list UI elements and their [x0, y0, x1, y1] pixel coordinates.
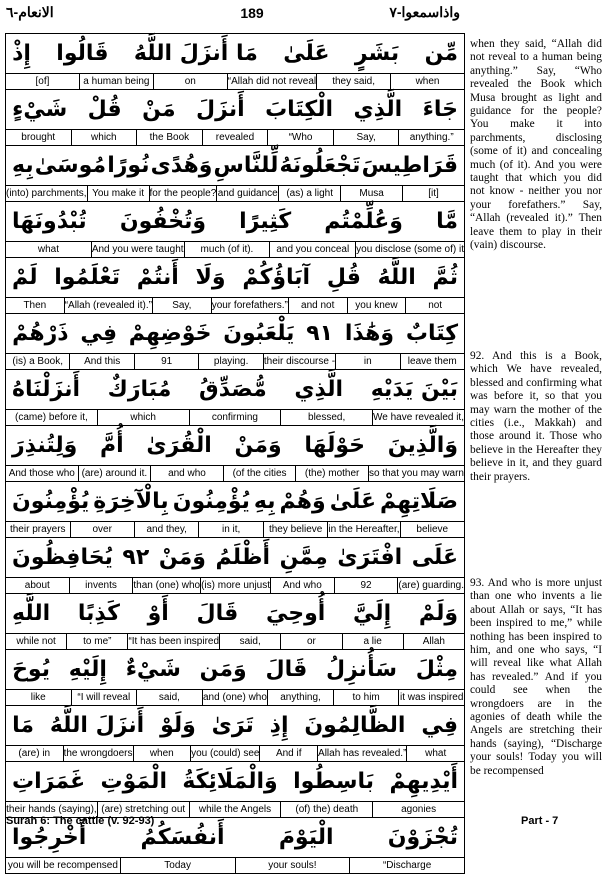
english-gloss-cell: much (of it).	[184, 242, 270, 257]
english-gloss-cell: to him	[333, 690, 399, 705]
arabic-word: أَيْدِيهِمْ	[389, 769, 458, 794]
english-gloss-cell: they believe	[263, 522, 327, 537]
page-header-surah: الانعام-٦	[6, 4, 54, 20]
translation-paragraph-3: 93. And who is more unjust than one who invents a lie about Allah or says, “It has been inspired to me,” while nothing has been inspired to him, and one who says, “I will reveal like what Allah has revealed.” And if you could see when the wrongdoers are in the agonies of death while the Angels are stretching their hands (saying), “Discharge your souls! Today you will be recompensed	[470, 577, 602, 777]
verse-line	[5, 537, 465, 594]
english-gloss-cell: “Who	[267, 130, 333, 145]
arabic-text-line	[6, 762, 464, 801]
arabic-word: مِّن	[424, 41, 458, 66]
arabic-word: فِي	[421, 713, 458, 738]
verse-line	[5, 201, 465, 258]
arabic-word: وَهَٰذَا	[344, 321, 395, 346]
english-gloss-cell: Then	[23, 300, 47, 311]
english-gloss-cell: And you were taught	[91, 244, 184, 255]
english-gloss-cell: and not	[288, 298, 347, 313]
english-gloss-cell: what	[406, 746, 464, 761]
english-gloss-cell: said,	[136, 690, 202, 705]
english-gloss-cell: 91	[134, 354, 198, 369]
english-gloss-cell: confirming	[189, 410, 281, 425]
english-gloss-cell: and (one) who	[203, 692, 267, 703]
arabic-word: عَلَىٰ	[329, 489, 376, 514]
english-gloss-cell: (of the cities	[223, 466, 296, 481]
english-gloss-cell: You make it	[87, 186, 149, 201]
english-gloss-cell: in it,	[198, 522, 262, 537]
english-gloss-cell: said,	[219, 634, 280, 649]
english-gloss-cell: Musa	[340, 186, 402, 201]
english-gloss-cell: a lie	[342, 634, 403, 649]
arabic-word: عَلَىٰ	[283, 41, 330, 66]
verse-line	[5, 425, 465, 482]
english-gloss-row	[6, 185, 464, 201]
arabic-word: أَوْ	[147, 601, 169, 626]
arabic-word: وَمَن	[199, 657, 247, 682]
arabic-word: كَثِيرًا	[239, 209, 292, 234]
arabic-word: مَنْ	[142, 97, 176, 122]
arabic-text-line	[6, 314, 464, 353]
verse-line	[5, 145, 465, 202]
english-gloss-cell: (are) in	[18, 748, 51, 759]
english-gloss-cell: over	[70, 522, 134, 537]
english-gloss-cell: not	[405, 298, 464, 313]
english-gloss-cell: “I will reveal	[71, 690, 137, 705]
english-gloss-cell: revealed	[202, 130, 268, 145]
arabic-word: وَتُخْفُونَ	[119, 209, 207, 234]
arabic-word: لِّلنَّاسِ	[213, 153, 279, 178]
arabic-word: إِذْ	[12, 41, 31, 66]
verse-line	[5, 649, 465, 706]
english-gloss-cell: believe	[400, 522, 464, 537]
arabic-word: فِي	[80, 321, 117, 346]
english-gloss-cell: (as) a light	[278, 186, 340, 201]
english-gloss-cell: And if	[259, 746, 317, 761]
arabic-word: أَنزَلْنَاهُ	[12, 377, 81, 402]
english-gloss-cell: (is) a Book,	[12, 356, 63, 367]
arabic-word: وَلَا	[195, 265, 226, 290]
arabic-word: يُحَافِظُونَ	[12, 545, 113, 570]
verse-line	[5, 705, 465, 762]
arabic-word: الْمَوْتِ	[100, 769, 167, 794]
arabic-text-line	[6, 146, 464, 185]
english-gloss-cell: about	[24, 580, 50, 591]
arabic-word: اللَّهِ	[12, 601, 51, 626]
arabic-word: لَمْ	[12, 265, 38, 290]
english-gloss-cell: on	[153, 74, 227, 89]
arabic-word: بَيْنَ يَدَيْهِ	[370, 377, 458, 402]
arabic-word: صَلَاتِهِمْ	[380, 489, 458, 514]
arabic-word: مَا أَنزَلَ اللَّهُ	[133, 41, 258, 66]
footer-part-label: Part - 7	[521, 815, 559, 827]
arabic-text-line	[6, 90, 464, 129]
arabic-word: مِمَّنِ	[279, 545, 328, 570]
arabic-word: افْتَرَىٰ	[337, 545, 403, 570]
arabic-word: تُجْزَوْنَ	[387, 825, 458, 850]
arabic-word: أَنتُمْ	[136, 265, 179, 290]
arabic-word: وَلَوْ	[160, 713, 196, 738]
english-gloss-cell: like	[30, 692, 46, 703]
arabic-word: الْكِتَابَ	[265, 97, 334, 122]
arabic-text-line	[6, 34, 464, 73]
arabic-word: مُوسَىٰ	[34, 153, 107, 178]
verse-line	[5, 761, 465, 818]
english-gloss-cell: playing.	[198, 354, 262, 369]
english-gloss-cell: in	[335, 354, 399, 369]
english-gloss-cell: you disclose (some of) it	[356, 244, 464, 255]
translation-paragraph-2: 92. And this is a Book, which We have revealed, blessed and confirming what was before it, so that you may warn the mother of the cities (i.e., Makkah) and those around it. Those who believe in the Hereafter they believe in it, and they guard their prayers.	[470, 350, 602, 483]
english-gloss-cell: anything,	[267, 690, 333, 705]
english-gloss-cell: [it]	[402, 186, 464, 201]
verse-line	[5, 33, 465, 90]
arabic-word: شَيْءٌ	[125, 657, 181, 682]
arabic-word: مِثْلَ	[415, 657, 458, 682]
english-gloss-cell: in the Hereafter,	[328, 524, 400, 535]
verse-line	[5, 593, 465, 650]
english-gloss-cell: you (could) see	[191, 748, 260, 759]
verse-line	[5, 313, 465, 370]
arabic-word: الْقُرَىٰ	[146, 433, 212, 458]
english-gloss-cell: while not	[16, 636, 56, 647]
arabic-text-line	[6, 202, 464, 241]
arabic-word: مُبَارَكٌ	[107, 377, 172, 402]
arabic-word: كِتَابٌ	[405, 321, 458, 346]
english-gloss-row	[6, 241, 464, 257]
english-gloss-cell: when	[390, 74, 464, 89]
arabic-text-line	[6, 650, 464, 689]
english-gloss-cell: it was inspired	[400, 692, 464, 703]
english-gloss-cell: and who	[150, 466, 223, 481]
arabic-word: الَّذِي	[294, 377, 344, 402]
english-gloss-cell: 92	[334, 578, 398, 593]
english-gloss-row	[6, 409, 464, 425]
arabic-word: قَرَاطِيسَ	[361, 153, 458, 178]
english-gloss-cell: brought	[21, 132, 56, 143]
arabic-word: وَلِتُنذِرَ	[12, 433, 78, 458]
arabic-word: وَعُلِّمْتُم	[324, 209, 403, 234]
english-gloss-cell: which	[97, 410, 189, 425]
arabic-word: أَنفُسَكُمُ	[140, 825, 225, 850]
arabic-word: بِهِ	[12, 153, 34, 178]
arabic-word: تُبْدُونَهَا	[12, 209, 87, 234]
english-gloss-cell: “It has been inspired	[128, 636, 220, 647]
arabic-word: يُؤْمِنُونَ	[12, 489, 90, 514]
arabic-word: قُلِ	[326, 265, 361, 290]
arabic-word: يَلْعَبُونَ	[223, 321, 295, 346]
english-gloss-cell: And who	[270, 578, 334, 593]
english-gloss-row	[6, 73, 464, 89]
arabic-word: الظَّالِمُونَ	[304, 713, 406, 738]
english-gloss-cell: Say,	[152, 298, 211, 313]
arabic-text-line	[6, 482, 464, 521]
english-gloss-cell: than (one) who	[133, 580, 201, 591]
arabic-word: وَهُدًى	[150, 153, 213, 178]
english-gloss-cell: leave them	[400, 354, 464, 369]
english-gloss-cell: you will be recompensed	[7, 860, 118, 871]
english-gloss-cell: when	[133, 746, 191, 761]
english-gloss-cell: the Book	[136, 130, 202, 145]
english-gloss-cell: (are) guarding.	[398, 580, 464, 591]
english-gloss-row	[6, 633, 464, 649]
english-gloss-cell: Allah	[403, 634, 464, 649]
arabic-word: تَرَىٰ	[211, 713, 254, 738]
verse-line	[5, 89, 465, 146]
arabic-word: أَظْلَمُ	[215, 545, 271, 570]
english-gloss-row	[6, 689, 464, 705]
arabic-word: عَلَى	[411, 545, 458, 570]
arabic-word: أَنزَلَ	[196, 97, 245, 122]
arabic-word: ٩١	[306, 321, 334, 346]
arabic-word: يُؤْمِنُونَ	[172, 489, 250, 514]
arabic-text-line	[6, 538, 464, 577]
arabic-word: مُّصَدِّقُ	[199, 377, 267, 402]
english-gloss-cell: so that you may warn	[368, 468, 464, 479]
arabic-word: تَجْعَلُونَهُ	[279, 153, 361, 178]
arabic-word: نُورًا	[107, 153, 150, 178]
arabic-word: قَالُوا	[56, 41, 109, 66]
english-gloss-cell: Today	[120, 858, 235, 873]
verse-line	[5, 369, 465, 426]
english-gloss-cell: what	[37, 244, 59, 255]
english-gloss-cell: And those who	[8, 468, 75, 479]
arabic-text-line	[6, 370, 464, 409]
arabic-word: غَمَرَاتِ	[12, 769, 86, 794]
english-gloss-cell: “Discharge	[349, 858, 464, 873]
arabic-word: إِلَيْهِ	[68, 657, 107, 682]
arabic-word: ٩٢	[122, 545, 150, 570]
arabic-word: وَلَمْ	[418, 601, 458, 626]
english-gloss-cell: you knew	[347, 298, 406, 313]
arabic-word: أُمَّ	[99, 433, 124, 458]
arabic-word: مَا	[12, 713, 34, 738]
english-gloss-row	[6, 129, 464, 145]
english-gloss-cell: for the people?	[149, 188, 217, 199]
arabic-word: بَشَرٍ	[354, 41, 400, 66]
page-header-juz: واذاسمعوا-٧	[389, 4, 460, 20]
english-gloss-cell: and you conceal	[269, 242, 355, 257]
english-gloss-cell: or	[280, 634, 341, 649]
english-gloss-cell: (of) the) death	[280, 802, 372, 817]
arabic-word: الَّذِي	[353, 97, 403, 122]
arabic-word: بَاسِطُوا	[293, 769, 375, 794]
english-gloss-cell: “Allah did not reveal	[227, 76, 317, 87]
verse-line	[5, 481, 465, 538]
english-gloss-cell: their hands (saying),	[6, 804, 97, 815]
arabic-word: ثُمَّ	[432, 265, 458, 290]
english-gloss-cell: (are) stretching out	[97, 802, 189, 817]
arabic-word: قَالَ	[265, 657, 308, 682]
arabic-word: قَالَ	[196, 601, 239, 626]
english-gloss-cell: (are) around it.	[78, 466, 151, 481]
english-gloss-row	[6, 857, 464, 873]
english-gloss-cell: a human being	[79, 74, 153, 89]
english-gloss-cell: which	[71, 130, 137, 145]
english-gloss-row	[6, 353, 464, 369]
arabic-text-line	[6, 258, 464, 297]
english-gloss-cell: and they,	[134, 522, 198, 537]
english-gloss-cell: while the Angels	[189, 802, 281, 817]
english-gloss-cell: (came) before it,	[14, 412, 88, 423]
english-gloss-row	[6, 465, 464, 481]
translation-paragraph-1: when they said, “Allah did not reveal to a human being anything.” Say, “Who revealed the Book which Musa brought as light and guidance for the people? You make it into parchments, disclosing (some of it) and concealing much (of it). And you were taught that which you did not know - neither you nor your forefathers.” Say, “Allah (revealed it).” Then leave them to play in their (vain) discourse.	[470, 38, 602, 252]
english-gloss-row	[6, 297, 464, 313]
arabic-word: بِالْآخِرَةِ	[93, 489, 169, 514]
arabic-word: إِذِ	[269, 713, 289, 738]
english-gloss-cell: your forefathers.”	[211, 300, 288, 311]
page-number: 189	[240, 5, 264, 21]
english-gloss-cell: to me”	[66, 634, 127, 649]
english-gloss-cell: (is) more unjust	[201, 580, 270, 591]
arabic-word: أُوحِيَ	[266, 601, 326, 626]
arabic-word: كَذِبًا	[77, 601, 120, 626]
english-gloss-cell: (into) parchments,	[6, 188, 87, 199]
arabic-word: إِلَيَّ	[353, 601, 392, 626]
arabic-word: وَالْمَلَائِكَةُ	[182, 769, 278, 794]
arabic-word: أَنزَلَ اللَّهُ	[49, 713, 145, 738]
english-gloss-cell: “Allah (revealed it).”	[64, 300, 152, 311]
arabic-word: شَيْءٍ	[12, 97, 68, 122]
english-gloss-row	[6, 521, 464, 537]
english-gloss-cell: invents	[69, 578, 133, 593]
arabic-word: اللَّهُ	[377, 265, 416, 290]
english-gloss-cell: And this	[69, 354, 133, 369]
arabic-word: بِهِ	[253, 489, 276, 514]
arabic-word: أَخْرِجُوا	[12, 825, 87, 850]
english-gloss-cell: their prayers	[9, 524, 66, 535]
arabic-word: جَاءَ	[422, 97, 458, 122]
arabic-word: سَأُنزِلُ	[326, 657, 397, 682]
arabic-word: تَعْلَمُوا	[54, 265, 120, 290]
english-gloss-cell: the wrongdoers	[63, 748, 133, 759]
arabic-text-line	[6, 706, 464, 745]
verse-line	[5, 257, 465, 314]
arabic-word: وَمَنْ	[158, 545, 206, 570]
english-gloss-row	[6, 577, 464, 593]
english-gloss-cell: anything.”	[398, 130, 464, 145]
arabic-word: الْيَوْمَ	[278, 825, 334, 850]
english-gloss-cell: [of]	[35, 76, 50, 87]
footer-surah-label: Surah 6: The cattle (v. 92-93)	[6, 815, 155, 827]
english-gloss-cell: blessed,	[280, 410, 372, 425]
arabic-word: قُلْ	[87, 97, 122, 122]
arabic-text-line	[6, 426, 464, 465]
english-gloss-cell: their discourse -	[263, 356, 336, 367]
english-gloss-cell: We have revealed it,	[373, 412, 464, 423]
english-gloss-cell: (the) mother	[295, 466, 368, 481]
english-gloss-cell: and guidance	[217, 188, 278, 199]
arabic-word: وَالَّذِينَ	[387, 433, 458, 458]
arabic-word: آبَاؤُكُمْ	[242, 265, 311, 290]
arabic-text-line	[6, 594, 464, 633]
english-gloss-cell: Allah has revealed.”	[318, 748, 407, 759]
english-gloss-cell: your souls!	[235, 858, 350, 873]
english-gloss-cell: agonies	[372, 802, 464, 817]
english-gloss-cell: Say,	[333, 130, 399, 145]
arabic-word: وَهُمْ	[279, 489, 326, 514]
arabic-word: يُوحَ	[12, 657, 50, 682]
arabic-word: حَوْلَهَا	[304, 433, 366, 458]
arabic-word: مَّا	[436, 209, 458, 234]
arabic-word: ذَرْهُمْ	[12, 321, 69, 346]
english-gloss-cell: they said,	[316, 74, 390, 89]
english-gloss-row	[6, 745, 464, 761]
arabic-word: خَوْضِهِمْ	[128, 321, 212, 346]
arabic-word: وَمَنْ	[234, 433, 282, 458]
